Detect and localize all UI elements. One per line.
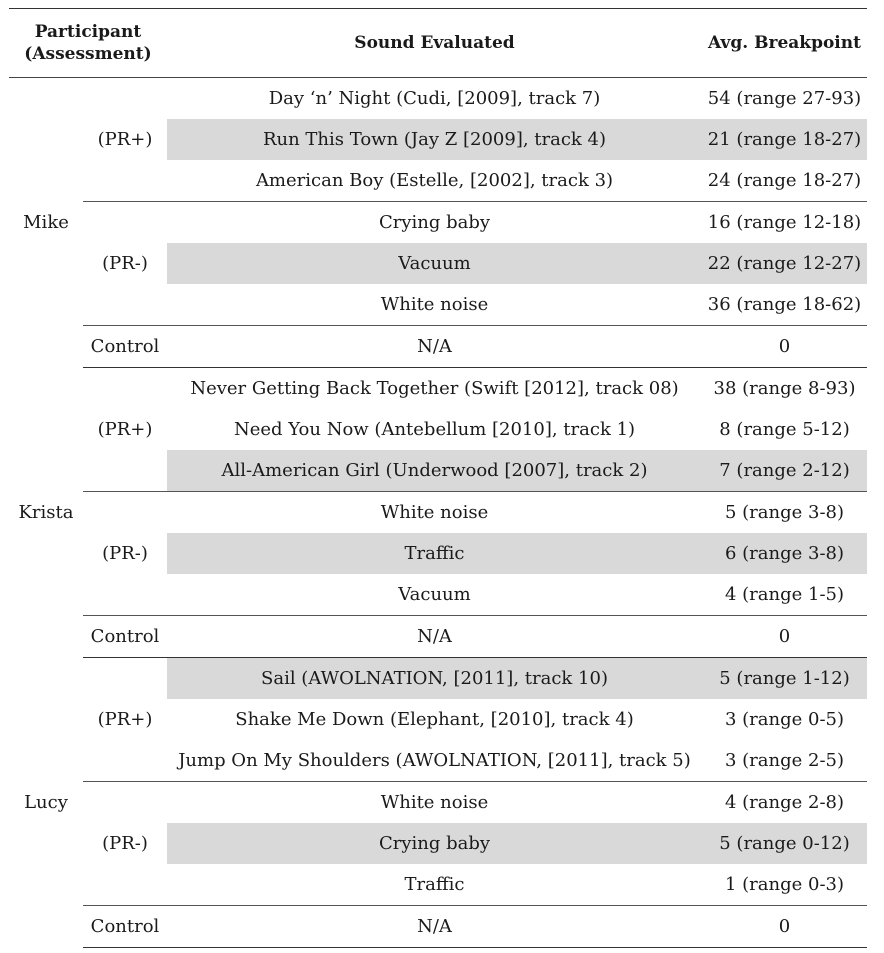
avg-breakpoint-cell: 6 (range 3-8): [702, 533, 867, 574]
table-row: [9, 368, 867, 410]
header-sound: Sound Evaluated: [354, 33, 515, 53]
avg-breakpoint-cell: 0: [702, 906, 867, 948]
sound-evaluated-cell: Never Getting Back Together (Swift [2012], track 08): [190, 378, 679, 399]
header-participant: [9, 9, 167, 78]
sound-evaluated-cell: White noise: [167, 782, 702, 824]
avg-breakpoint-cell: 1 (range 0-3): [724, 874, 845, 895]
avg-breakpoint-cell: 5 (range 3-8): [702, 492, 867, 534]
sound-evaluated-cell: White noise: [167, 492, 702, 534]
sound-evaluated-cell: White noise: [380, 294, 489, 315]
avg-breakpoint-cell: 3 (range 0-5): [724, 709, 845, 730]
avg-breakpoint-cell: 4 (range 2-8): [702, 782, 867, 824]
header-breakpoint: Avg. Breakpoint: [708, 33, 861, 53]
table-row: [9, 202, 867, 244]
sound-evaluated-cell: Vacuum: [398, 584, 471, 605]
breakpoint-table: [9, 8, 867, 948]
table-header: [9, 9, 867, 78]
table-row: [9, 658, 867, 700]
table-row: [9, 492, 867, 534]
avg-breakpoint-cell: 36 (range 18-62): [707, 294, 862, 315]
avg-breakpoint-cell: 0: [702, 326, 867, 368]
sound-evaluated-cell: Jump On My Shoulders (AWOLNATION, [2011], track 5): [178, 750, 691, 771]
sound-evaluated-cell: N/A: [167, 906, 702, 948]
assessment-control-label: Control: [83, 906, 167, 948]
sound-evaluated-cell: Run This Town (Jay Z [2009], track 4): [167, 119, 702, 160]
sound-evaluated-cell: N/A: [167, 616, 702, 658]
sound-evaluated-cell: Sail (AWOLNATION, [2011], track 10): [167, 658, 702, 700]
assessment-control-label: Control: [83, 616, 167, 658]
assessment-pr-minus-label: (PR-): [83, 202, 167, 326]
assessment-pr-minus-label: (PR-): [83, 492, 167, 616]
assessment-control-label: Control: [83, 326, 167, 368]
table-row: [9, 906, 867, 948]
sound-evaluated-cell: Crying baby: [167, 202, 702, 244]
avg-breakpoint-cell: 38 (range 8-93): [713, 378, 856, 399]
assessment-pr-plus-label: (PR+): [97, 419, 153, 440]
avg-breakpoint-cell: 5 (range 0-12): [702, 823, 867, 864]
sound-evaluated-cell: Vacuum: [167, 243, 702, 284]
avg-breakpoint-cell: 7 (range 2-12): [702, 450, 867, 492]
avg-breakpoint-cell: 54 (range 27-93): [707, 88, 862, 109]
avg-breakpoint-cell: 22 (range 12-27): [702, 243, 867, 284]
avg-breakpoint-cell: 21 (range 18-27): [702, 119, 867, 160]
sound-evaluated-cell: Need You Now (Antebellum [2010], track 1): [233, 419, 636, 440]
participant-name: Mike: [23, 212, 69, 234]
sound-evaluated-cell: All-American Girl (Underwood [2007], track 2): [167, 450, 702, 492]
header-participant-line1: Participant: [34, 22, 142, 42]
sound-evaluated-cell: Shake Me Down (Elephant, [2010], track 4): [235, 709, 634, 730]
participant-name: Krista: [18, 502, 74, 523]
table-row: [9, 782, 867, 824]
assessment-pr-minus-label: (PR-): [83, 782, 167, 906]
table-row: [9, 78, 867, 120]
sound-evaluated-cell: Traffic: [167, 533, 702, 574]
sound-evaluated-cell: American Boy (Estelle, [2002], track 3): [255, 170, 614, 191]
avg-breakpoint-cell: 3 (range 2-5): [724, 750, 845, 771]
participant-name: Lucy: [24, 792, 68, 813]
sound-evaluated-cell: Crying baby: [167, 823, 702, 864]
table-body: [9, 78, 867, 948]
avg-breakpoint-cell: 24 (range 18-27): [707, 170, 862, 191]
sound-evaluated-cell: Traffic: [404, 874, 465, 895]
sound-evaluated-cell: Day ‘n’ Night (Cudi, [2009], track 7): [268, 88, 601, 109]
table-row: [9, 616, 867, 658]
assessment-pr-plus-label: (PR+): [97, 709, 153, 730]
avg-breakpoint-cell: 5 (range 1-12): [702, 658, 867, 700]
data-table-container: [9, 0, 867, 948]
avg-breakpoint-cell: 8 (range 5-12): [719, 419, 850, 440]
avg-breakpoint-cell: 0: [702, 616, 867, 658]
header-row: [9, 9, 867, 78]
table-row: [9, 326, 867, 368]
avg-breakpoint-cell: 4 (range 1-5): [724, 584, 845, 605]
header-participant-line2: (Assessment): [24, 44, 152, 64]
sound-evaluated-cell: N/A: [167, 326, 702, 368]
avg-breakpoint-cell: 16 (range 12-18): [702, 202, 867, 244]
assessment-pr-plus-label: (PR+): [97, 129, 153, 150]
